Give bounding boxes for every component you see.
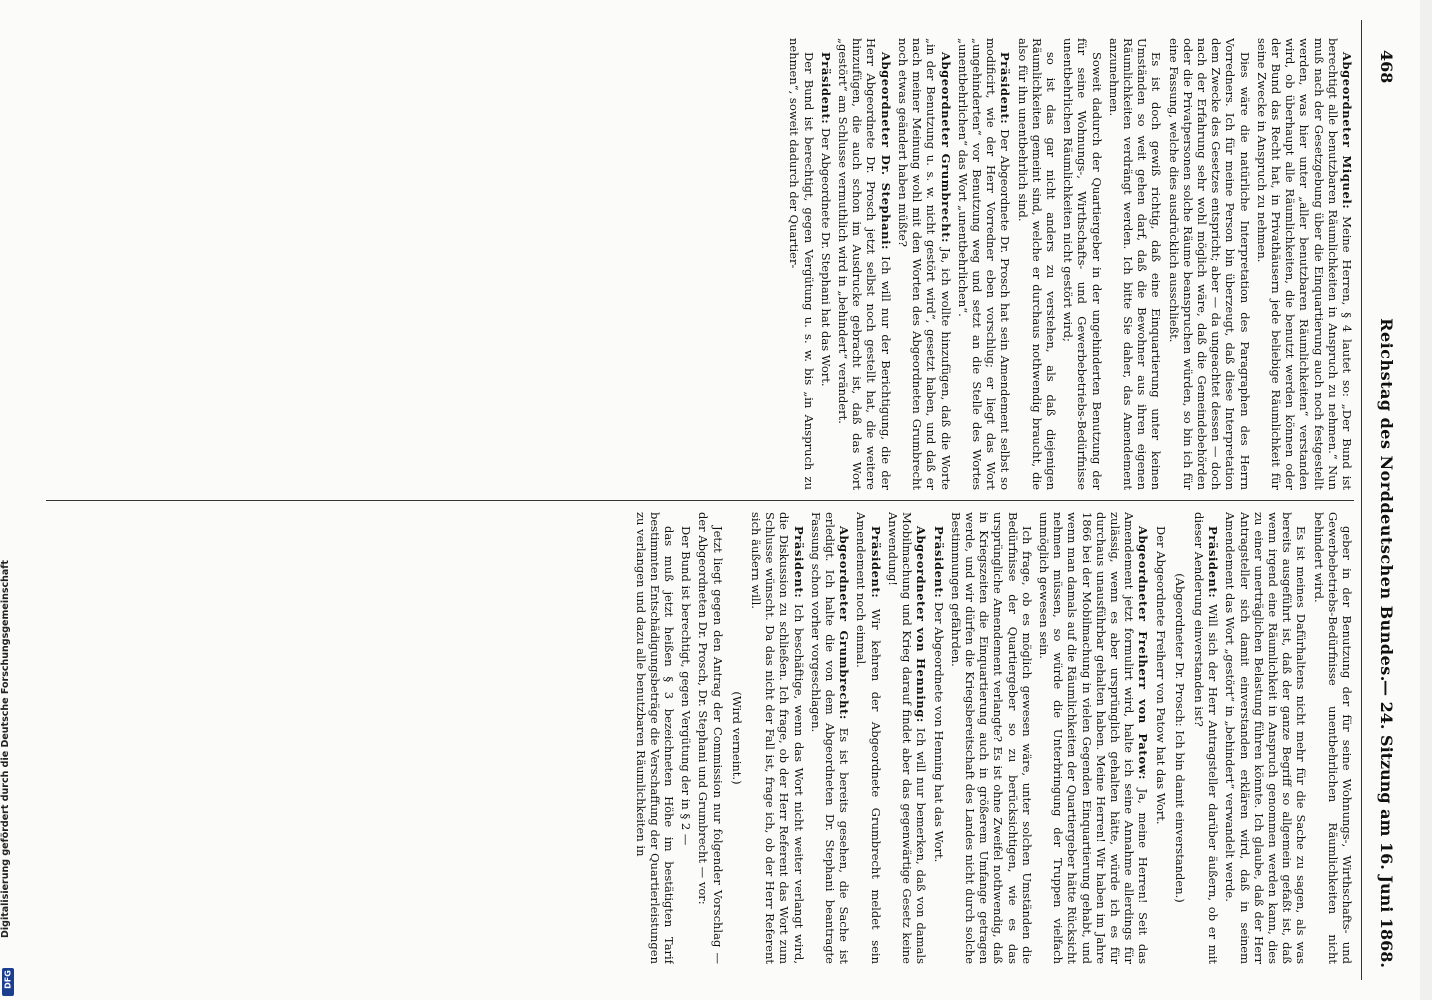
speaker-name: Präsident: xyxy=(998,52,1013,125)
paragraph xyxy=(896,38,953,490)
speaker-name: Abgeordneter Grumbrecht: xyxy=(837,526,852,720)
speaker-name: Abgeordneter Freiherr von Patow: xyxy=(1136,526,1151,780)
column-divider xyxy=(46,500,1354,501)
paragraph xyxy=(1153,512,1167,964)
paragraph-text: Jetzt liegt gegen den Antrag der Commission nur folgender Vorschlag — der Abgeordneten Dr. Prosch, Dr. Stephani und Grumbrecht — vor: xyxy=(696,512,725,964)
paragraph xyxy=(836,38,893,490)
right-column xyxy=(46,512,1354,964)
paragraph-text: Wir kehren der Abgeordnete Grumbrecht meldet sein Amendement noch einmal. xyxy=(854,512,883,964)
speaker-name: Abgeordneter Grumbrecht: xyxy=(938,52,953,243)
paragraph-text: Ja, meine Herren! Seit das Amendement jetzt formulirt wird, halte ich seine Annahme allerdings für zulässig, wenn es aber ursprünglich gehalten hätte, würde ich es für durchaus unausführbar gehalten haben. Meine Herren! Wir haben im Jahre 1866 bei der Mobilmachung in vielen Gegenden Einquartierung gehabt, und wenn man damals auf die Räumlichkeiten der Quartiergeber hätte Rücksicht nehmen müssen, so würde die Unterbringung der Truppen vielfach unmöglich gewesen sein. xyxy=(1036,512,1151,964)
paragraph-text: Es ist bereits gesehen, die Sache ist erledigt. Ich halte die von dem Abgeordneten Dr. Stephani beantragte Fassung schon vorher vorgeschlagen. xyxy=(808,512,852,964)
paragraph-text: Dies wäre die natürliche Interpretation des Paragraphen des Herrn Vorredners. Ich für meine Person bin überzeugt, daß diese Interpretation dem Zwecke des Gesetzes entspricht; aber — da ungeachtet dessen — doch nach der Erfahrung sehr wohl möglich wäre, daß die Gemeindebehörden oder die Privatpersonen solche Räume beanspruchen würden, so bin ich für eine Fassung, welche dies ausdrücklich ausschließt. xyxy=(1166,38,1252,490)
paragraph-text: Meine Herren, § 4 lautet so: „Der Bund ist berechtigt alle benutzbaren Räumlichkeiten in Anspruch zu nehmen.“ Nun muß nach der Gesetzgebung über die Einquartierung auch noch festgestellt werden, was hier unter „aller benutzbaren Räumlichkeiten“ verstanden wird, ob überhaupt alle Räumlichkeiten, die benutzt werden können oder der Bund das Recht hat, in Privathäusern jede beliebige Räumlichkeit für seine Zwecke in Anspruch zu nehmen. xyxy=(1254,38,1354,490)
speaker-name: Präsident: xyxy=(931,526,946,599)
paragraph xyxy=(1166,38,1251,490)
paragraph-text: (Abgeordneter Dr. Prosch: Ich bin damit einverstanden.) xyxy=(1172,573,1187,903)
speaker-name: Präsident: xyxy=(791,526,806,599)
paragraph xyxy=(1015,38,1058,490)
speaker-name: Präsident: xyxy=(1206,526,1221,599)
paragraph-text: so ist das gar nicht anders zu verstehen, als daß diejenigen Räumlichkeiten gemeint sind, welche er durchaus nothwendig braucht, die also für ihn unentbehrlich sind. xyxy=(1015,38,1058,490)
paragraph-text: Ich beschäftige, wenn das Wort nicht weiter verlangt wird, die Diskussion zu schließen. Ich frage, ob der Herr Referent das Wort zum Schlusse wünscht. Da das nicht der Fall ist, frage ich, ob der Herr Referent sich äußern will. xyxy=(749,512,806,964)
journal-title: Reichstag des Norddeutschen Bundes. xyxy=(1377,318,1396,682)
left-column xyxy=(46,38,1354,490)
paragraph-text: Der Abgeordnete von Henning hat das Wort. xyxy=(931,601,946,863)
session-date: — 24. Sitzung am 16. Juni 1868. xyxy=(1377,680,1396,968)
paragraph-text: Der Abgeordnete Dr. Prosch hat sein Amendement selbst so modificirt, wie der Herr Vorredner eben vorschlug; er liegt das Wort „ungehinderten“ vor Benutzung weg und setzt an die Stelle des Wortes „unentbehrlichen“ das Wort „unentbehrlichen“. xyxy=(955,38,1013,490)
speaker-name: Abgeordneter Dr. Stephani: xyxy=(878,52,893,250)
paragraph xyxy=(696,512,724,964)
paragraph-text: Ich will nur bemerken, daß von damals Mobilmachung und Krieg darauf findet aber das gegenwärtige Gesetz keine Anwendung! xyxy=(885,512,929,964)
paragraph xyxy=(1255,38,1354,490)
paragraph-text: Ich will nur der Berichtigung, die der Herr Abgeordnete Dr. Prosch jetzt selbst noch gestellt hat, die weitere hinzufügen, die auch schon im Ausdrucke gebracht ist, daß das Wort „gestört“ am Schlusse vermuthlich wird in „behindert“ verändert. xyxy=(836,38,893,490)
paragraph xyxy=(1311,512,1354,964)
speaker-name: Präsident: xyxy=(868,526,883,599)
digitization-note: Digitalisierung gefördert durch die Deutsche Forschungsgemeinschaft xyxy=(0,560,11,938)
paragraph xyxy=(787,38,815,490)
paragraph xyxy=(819,38,833,490)
paragraph xyxy=(730,512,744,964)
running-head xyxy=(1361,20,1406,980)
paragraph xyxy=(679,512,693,964)
paragraph-text: Es ist meines Dafürhaltens nicht mehr für die Sache zu sagen, als was bereits ausgeführt ist, daß der ganze Begriff so allgemein gefaßt ist, daß wenn irgend eine Räumlichkeit in Anspruch genommen werden kann, dies zu einer unerträglichen Belastung führen könnte. Ich glaube, daß der Herr Antragsteller sich damit einverstanden erklären wird, daß in seinem Amendement das Wort „gestört“ in „behindert“ verwandelt werde. xyxy=(1223,512,1309,964)
paragraph xyxy=(1223,512,1308,964)
paragraph xyxy=(1107,38,1164,490)
paragraph-text: Ja, ich wollte hinzufügen, daß die Worte „in der Benutzung u. s. w. nicht gestört wird“, gesetzt haben, und daß er nach meiner Meinung wohl mit den Worten des Abgeordneten Grumbrecht noch etwas geändert haben müßte? xyxy=(895,38,953,490)
paragraph-text: Es ist doch gewiß richtig, daß eine Einquartierung unter keinen Umständen so weit gehen darf, daß die Bewohner aus ihren eigenen Räumlichkeiten verdrängt werden. Ich bitte Sie daher, das Amendement anzunehmen. xyxy=(1106,38,1164,490)
speaker-name: Präsident: xyxy=(818,52,833,125)
paragraph-text: Der Abgeordnete Dr. Stephani hat das Wort. xyxy=(818,127,833,387)
paragraph-text: das muß jetzt heißen § 3 bezeichneten Höhe im bestätigten Tarif bestimmten Entschädigungsbeträge die Verschaffung der Quartierleistungen zu verlangen und dazu alle benutzbaren Räumlichkeiten in xyxy=(633,512,677,964)
paragraph xyxy=(749,512,806,964)
page-number: 468 xyxy=(1377,50,1396,84)
dfg-logo-text: DFG xyxy=(3,970,13,989)
paragraph-text: Ich frage, ob es möglich gewesen wäre, unter solchen Umständen die Bedürfnisse der Quartiergeber so zu berücksichtigen, wie es das ursprüngliche Amendement verlangte? Es ist ohne Zweifel nothwendig, daß in Kriegszeiten die Einquartierung auch in größerem Umfange getragen werde, und wir dürfen die Kriegsbereitschaft des Landes nicht durch solche Bestimmungen gefährden. xyxy=(948,512,1034,964)
paragraph xyxy=(1037,512,1151,964)
paragraph xyxy=(854,512,882,964)
paragraph xyxy=(1192,512,1220,964)
paragraph xyxy=(1061,38,1104,490)
paragraph xyxy=(1173,512,1187,964)
speaker-name: Abgeordneter von Henning: xyxy=(914,526,929,723)
paragraph-text: Soweit dadurch der Quartiergeber in der ungehinderten Benutzung der für seine Wohnungs-, Wirthschafts- und Gewerbebetriebs-Bedürfnisse unentbehrlichen Räumlichkeiten nicht gestört wird; xyxy=(1061,38,1104,490)
paragraph xyxy=(949,512,1034,964)
speaker-name: Abgeordneter Miquel: xyxy=(1340,52,1354,210)
paragraph-text: Der Abgeordnete Freiherr von Patow hat das Wort. xyxy=(1153,526,1168,825)
paragraph-text: Der Bund ist berechtigt, gegen Vergütung der in § 2 — xyxy=(679,526,694,846)
rotated-page xyxy=(26,20,1406,980)
paragraph xyxy=(956,38,1013,490)
dfg-logo xyxy=(2,968,14,996)
paragraph xyxy=(809,512,852,964)
paragraph xyxy=(931,512,945,964)
page-edge xyxy=(1420,0,1432,1000)
paragraph xyxy=(633,512,676,964)
paragraph-text: Will sich der Herr Antragsteller darüber äußern, ob er mit dieser Aenderung einverstanden ist? xyxy=(1191,512,1221,964)
paragraph-text: geber in der Benutzung der für seine Wohnungs-, Wirthschafts- und Gewerbebetriebs-Bedürfnisse unentbehrlichen Räumlichkeiten nicht behindert wird. xyxy=(1311,512,1354,964)
paragraph xyxy=(886,512,929,964)
paragraph-text: (Wird verneint.) xyxy=(729,691,744,785)
paragraph-text: Der Bund ist berechtigt, gegen Vergütung u. s. w. bis „in Anspruch zu nehmen“, soweit dadurch der Quartier- xyxy=(787,38,816,490)
